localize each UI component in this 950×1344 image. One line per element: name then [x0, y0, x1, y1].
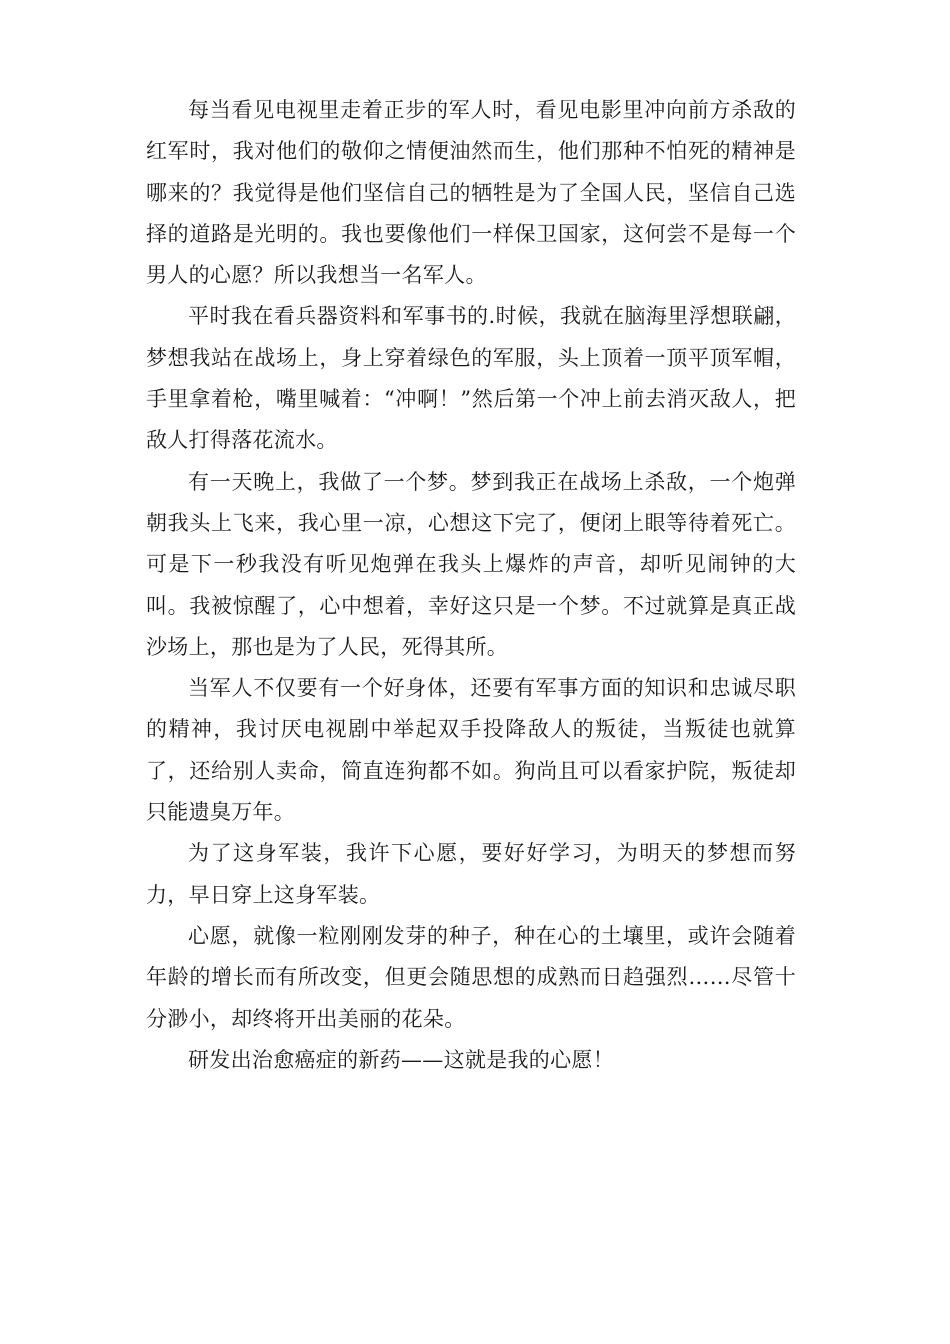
paragraph-2: 平时我在看兵器资料和军事书的.时候，我就在脑海里浮想联翩，梦想我站在战场上，身上穿着绿色的军服，头上顶着一顶平顶军帽，手里拿着枪，嘴里喊着：“冲啊！”然后第一个冲上前去消灭敌人，把敌人打得落花流水。 [146, 304, 796, 453]
paragraph-3: 有一天晚上，我做了一个梦。梦到我正在战场上杀敌，一个炮弹朝我头上飞来，我心里一凉，心想这下完了，便闭上眼等待着死亡。可是下一秒我没有听见炮弹在我头上爆炸的声音，却听见闹钟的大叫。我被惊醒了，心中想着，幸好这只是一个梦。不过就算是真正战沙场上，那也是为了人民，死得其所。 [146, 469, 796, 659]
paragraph-4: 当军人不仅要有一个好身体，还要有军事方面的知识和忠诚尽职的精神，我讨厌电视剧中举起双手投降敌人的叛徒，当叛徒也就算了，还给别人卖命，简直连狗都不如。狗尚且可以看家护院，叛徒却只能遗臭万年。 [146, 676, 796, 825]
paragraph-1: 每当看见电视里走着正步的军人时，看见电影里冲向前方杀敌的红军时，我对他们的敬仰之情便油然而生，他们那种不怕死的精神是哪来的？我觉得是他们坚信自己的牺牲是为了全国人民，坚信自己选择的道路是光明的。我也要像他们一样保卫国家，这何尝不是每一个男人的心愿？所以我想当一名军人。 [146, 98, 796, 288]
paragraph-7: 研发出治愈癌症的新药——这就是我的心愿！ [188, 1047, 614, 1072]
paragraph-5: 为了这身军装，我许下心愿，要好好学习，为明天的梦想而努力，早日穿上这身军装。 [146, 841, 796, 907]
paragraph-6: 心愿，就像一粒刚刚发芽的种子，种在心的土壤里，或许会随着年龄的增长而有所改变，但更会随思想的成熟而日趋强烈……尽管十分渺小，却终将开出美丽的花朵。 [146, 923, 796, 1031]
document-body [146, 90, 796, 1081]
